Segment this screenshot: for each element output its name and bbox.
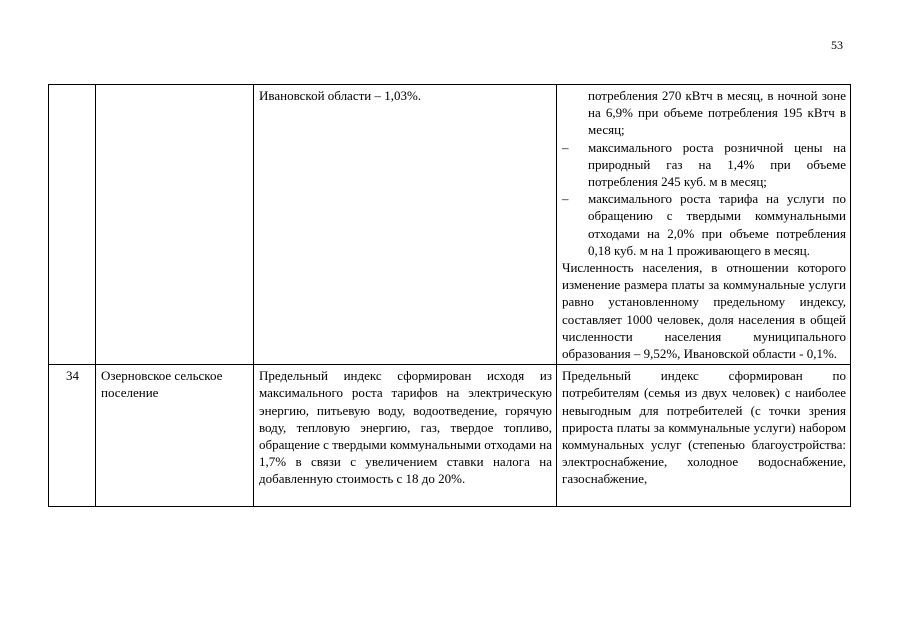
municipality-name-cell <box>96 85 254 365</box>
index-description-cell: Предельный индекс сформирован исходя из максимального роста тарифов на электрическую энергию, питьевую воду, водоотведение, горячую воду, тепловую энергию, газ, твердое топливо, обращение с твердыми коммунальными отходами на 1,7% в связи с увеличением ставки налога на добавленную стоимость с 18 до 20%. <box>254 365 557 507</box>
consumer-basis-cell: Предельный индекс сформирован по потребителям (семья из двух человек) с наиболее невыгодным для потребителей (с точки зрения прироста платы за коммунальные услуги) набором коммунальных услуг (степенью благоустройства: электроснабжение, холодное водоснабжение, газоснабжение, <box>557 365 851 507</box>
list-item <box>562 190 846 259</box>
continued-text: потребления 270 кВтч в месяц, в ночной зоне на 6,9% при объеме потребления 195 кВтч в месяц; <box>588 88 846 138</box>
list-item-text: максимального роста розничной цены на природный газ на 1,4% при объеме потребления 245 куб. м в месяц; <box>588 139 846 190</box>
page-number: 53 <box>831 38 843 52</box>
row-number-cell: 34 <box>49 365 96 507</box>
dash-marker: – <box>562 139 569 155</box>
table-row <box>49 365 851 507</box>
list-item <box>562 139 846 191</box>
table-row <box>49 85 851 365</box>
population-share-text: Численность населения, в отношении которого изменение размера платы за коммунальные услуги равно установленному предельному индексу, составляет 1000 человек, доля населения в общей численности населения муниципального образования – 9,52%, Ивановской области - 0,1%. <box>562 260 846 362</box>
row-number-cell <box>49 85 96 365</box>
municipality-name-cell: Озерновское сельское поселение <box>96 365 254 507</box>
list-item-text: максимального роста тарифа на услуги по обращению с твердыми коммунальными отходами на 2,0% при объеме потребления 0,18 куб. м на 1 проживающего в месяц. <box>588 191 846 258</box>
consumer-basis-cell <box>557 85 851 365</box>
municipal-index-table <box>48 84 851 507</box>
index-description-cell: Ивановской области – 1,03%. <box>254 85 557 365</box>
dash-marker: – <box>562 191 569 207</box>
